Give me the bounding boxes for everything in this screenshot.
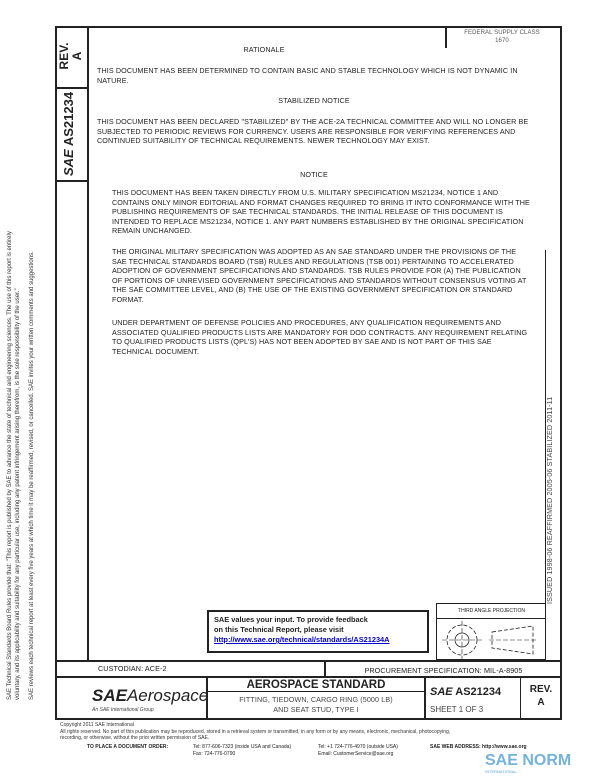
order-tel-email: Tel: +1 724-776-4970 (outside USA) Email: CustomerService@sae.org xyxy=(318,744,398,757)
notice-title: NOTICE xyxy=(300,170,328,179)
issue-dates: ISSUED 1998-06 REAFFIRMED 2005-06 STABILIZED 2011-11 xyxy=(545,396,554,604)
sae-norm-watermark: SAE NORM xyxy=(485,752,572,769)
rationale-title: RATIONALE xyxy=(243,45,285,54)
document-title: FITTING, TIEDOWN, CARGO RING (5000 LB) AND SEAT STUD, TYPE I xyxy=(239,695,393,714)
left-divider xyxy=(87,26,89,660)
stabilized-title: STABILIZED NOTICE xyxy=(278,96,350,105)
projection-box xyxy=(436,603,546,660)
third-angle-projection-icon xyxy=(437,619,545,661)
notice-paragraph-1: THIS DOCUMENT HAS BEEN TAKEN DIRECTLY FROM U.S. MILITARY SPECIFICATION MS21234, NOTICE 1 AND CONTAINS ONLY MINOR EDITORIAL AND FORMAT CHANGES REQUIRED TO BRING IT INTO CONFORMANCE WITH THE PUBLISHING REQUIREMENTS OF SAE TECHNICAL STANDARDS. THE INITIAL RELEASE OF THIS DOCUMENT IS INTENDED TO REPLACE MS21234, NOTICE 1. ANY PART NUMBERS ESTABLISHED BY THE ORIGINAL SPECIFICATION REMAIN UNCHANGED. xyxy=(112,188,530,236)
title-divider-h xyxy=(206,691,424,692)
revision: REV. A xyxy=(529,684,553,708)
title-block-top-rule xyxy=(55,676,562,678)
supply-class: FEDERAL SUPPLY CLASS 1670 xyxy=(464,30,540,44)
side-doc-number: SAE AS21234 xyxy=(61,91,76,176)
procurement-spec: PROCUREMENT SPECIFICATION: MIL-A-8905 xyxy=(364,666,523,675)
custodian: CUSTODIAN: ACE-2 xyxy=(98,664,167,673)
rationale-text: THIS DOCUMENT HAS BEEN DETERMINED TO CONTAIN BASIC AND STABLE TECHNOLOGY WHICH IS NOT DYNAMIC IN NATURE. xyxy=(97,66,518,85)
projection-label: THIRD ANGLE PROJECTION xyxy=(437,604,546,619)
doc-divider xyxy=(55,180,88,182)
rev-divider xyxy=(55,87,88,89)
sae-aerospace-logo: SAEAerospace xyxy=(92,686,209,705)
stabilized-text: THIS DOCUMENT HAS BEEN DECLARED "STABILIZED" BY THE ACE-2A TECHNICAL COMMITTEE AND WILL NO LONGER BE SUBJECTED TO PERIODIC REVIEWS FOR CURRENCY. USERS ARE RESPONSIBLE FOR VERIFYING REFERENCES AND CONTINUED SUITABILITY OF TECHNICAL REQUIREMENTS. NEWER TECHNOLOGY MAY EXIST. xyxy=(97,117,529,146)
doc-number: SAE AS21234 xyxy=(430,686,502,698)
custodian-top-rule xyxy=(55,660,562,662)
feedback-link[interactable]: http://www.sae.org/technical/standards/AS21234A xyxy=(214,635,390,644)
standard-heading: AEROSPACE STANDARD xyxy=(246,679,386,691)
sae-web-address: SAE WEB ADDRESS: http://www.sae.org xyxy=(430,744,527,750)
order-label: TO PLACE A DOCUMENT ORDER: xyxy=(87,744,169,750)
watermark-sub: INTERNATIONAL xyxy=(485,769,517,774)
sheet-number: SHEET 1 OF 3 xyxy=(430,705,484,714)
notice-paragraph-2: THE ORIGINAL MILITARY SPECIFICATION WAS ADOPTED AS AN SAE STANDARD UNDER THE PROVISIONS OF THE SAE TECHNICAL STANDARDS BOARD (TSB) RULES AND REGULATIONS (TSB 001) PERTAINING TO ACCELERATED ADOPTION OF GOVERNMENT SPECIFICATIONS AND STANDARDS. TSB RULES PROVIDE FOR (A) THE PUBLICATION OF PORTIONS OF UNREVISED GOVERNMENT SPECIFICATIONS AND STANDARDS WITHOUT CONSENSUS VOTING AT THE SAE COMMITTEE LEVEL, AND (B) THE USE OF THE EXISTING GOVERNMENT SPECIFICATION OR STANDARD FORMAT. xyxy=(112,247,527,304)
copyright-footer: Copyright 2011 SAE International All rights reserved. No part of this publication may be reproduced, stored in a retrieval system or transmitted, in any form or by any means, electronic, mechanical, photocopying, recording, or otherwise, without the prior written permission of SAE. xyxy=(60,722,451,741)
notice-paragraph-3: UNDER DEPARTMENT OF DEFENSE POLICIES AND PROCEDURES, ANY QUALIFICATION REQUIREMENTS AND ASSOCIATED QUALIFIED PRODUCTS LISTS ARE MANDATORY FOR DOD CONTRACTS. ANY REQUIREMENT RELATING TO QUALIFIED PRODUCTS LISTS (QPL'S) HAS NOT BEEN ADOPTED BY SAE AND IS NOT PART OF THIS SAE TECHNICAL DOCUMENT. xyxy=(112,318,528,356)
legal-notice: SAE Technical Standards Board Rules provide that: "This report is published by SAE to advance the state of technical and engineering sciences. The use of this report is entirely voluntary, and its applicability and suitability for any particular use, including any patent infringement arising therefrom, is the sole responsibility of the user." SAE reviews each technical report at least every five years at which time it may be reaffirmed, revised, or cancelled. SAE invites your written comments and suggestions. xyxy=(7,231,35,700)
feedback-box: SAE values your input. To provide feedback on this Technical Report, please visit http://www.sae.org/technical/standards/AS21234A xyxy=(207,610,429,653)
logo-subtitle: An SAE International Group xyxy=(92,707,154,713)
title-divider-2 xyxy=(424,676,426,719)
order-phone-fax: Tel: 877-606-7323 (inside USA and Canada) Fax: 724-776-0790 xyxy=(193,744,292,757)
side-rev: REV. A xyxy=(57,42,84,70)
